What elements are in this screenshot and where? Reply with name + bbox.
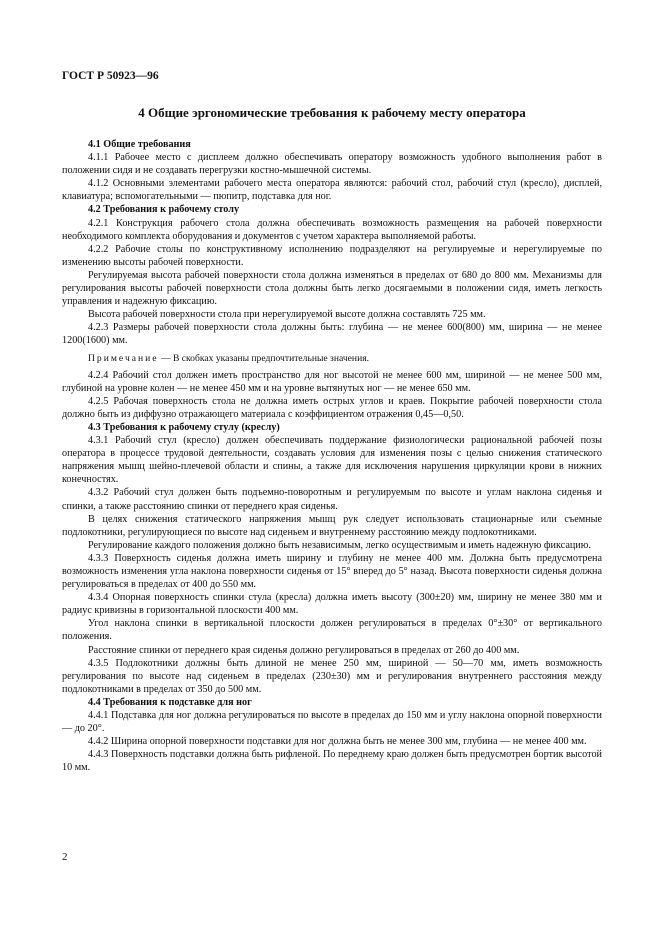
document-body (62, 138, 602, 775)
section-heading: 4.1 Общие требования (88, 139, 191, 150)
paragraph: 4.4.2 Ширина опорной поверхности подставки для ног должна быть не менее 300 мм, глубина — не менее 400 мм. (88, 736, 587, 748)
section-heading: 4.2 Требования к рабочему столу (88, 204, 240, 216)
paragraph: Угол наклона спинки в вертикальной плоскости должен регулироваться в пределах 0°±30° от вертикального положения. (62, 618, 602, 643)
paragraph: В целях снижения статического напряжения мышц рук следует использовать стационарные или съемные подлокотники, регулирующиеся по высоте над сиденьем и внутреннему расстоянию между подлокотниками. (62, 513, 602, 538)
paragraph: 4.2.1 Конструкция рабочего стола должна обеспечивать возможность размещения на рабочей поверхности необходимого комплекта оборудования и документов с учетом характера выполняемой работы. (62, 217, 602, 242)
paragraph: 4.3.3 Поверхность сиденья должна иметь ширину и глубину не менее 400 мм. Должна быть предусмотрена возможность изменения угла наклона поверхности сиденья от 15° вперед до 5° назад. Высота поверхности сиденья должна регулироваться в пределах от 400 до 550 мм. (62, 552, 602, 591)
paragraph: 4.4.3 Поверхность подставки должна быть рифленой. По переднему краю должен быть предусмотрен бортик высотой 10 мм. (62, 749, 602, 774)
paragraph: 4.1.2 Основными элементами рабочего места оператора являются: рабочий стол, рабочий стул (кресло), дисплей, клавиатура; вспомогательными — пюпитр, подставка для ног. (62, 178, 602, 203)
paragraph: 4.2.4 Рабочий стол должен иметь пространство для ног высотой не менее 600 мм, шириной — не менее 500 мм, глубиной на уровне колен — не менее 450 мм и на уровне вытянутых ног — не менее 650 мм. (62, 369, 602, 394)
paragraph: Регулирование каждого положения должно быть независимым, легко осуществимым и иметь надежную фиксацию. (88, 539, 591, 551)
section-heading: 4.4 Требования к подставке для ног (88, 696, 252, 708)
paragraph: 4.1.1 Рабочее место с дисплеем должно обеспечивать оператору возможность удобного выполнения работ в положении сидя и не создавать перегрузки костно-мышечной системы. (62, 152, 602, 177)
section-heading: 4.3 Требования к рабочему стулу (креслу) (88, 421, 280, 433)
note-text: — В скобках указаны предпочтительные значения. (158, 352, 370, 364)
paragraph: 4.3.4 Опорная поверхность спинки стула (кресла) должна иметь высоту (300±20) мм, ширину не менее 380 мм и радиус кривизны в горизонтальной плоскости 400 мм. (62, 592, 602, 617)
paragraph: 4.3.1 Рабочий стул (кресло) должен обеспечивать поддержание физиологически рациональной рабочей позы оператора в процессе трудовой деятельности, создавать условия для изменения позы с целью снижения статического напряжения мышц шейно-плечевой области и спины, а также для исключения нарушения циркуляции крови в нижних конечностях. (62, 435, 602, 486)
paragraph: 4.3.5 Подлокотники должны быть длиной не менее 250 мм, шириной — 50—70 мм, иметь возможность регулирования по высоте над сиденьем в пределах (230±30) мм и регулирования внутреннего расстояния между подлокотниками в пределах от 350 до 500 мм. (62, 657, 602, 695)
note (62, 352, 602, 365)
page-number: 2 (62, 851, 68, 863)
paragraph: 4.4.1 Подставка для ног должна регулироваться по высоте в пределах до 150 мм и углу наклона опорной поверхности — до 20°. (62, 710, 602, 735)
paragraph: Высота рабочей поверхности стола при нерегулируемой высоте должна составлять 725 мм. (88, 309, 486, 321)
document-header: ГОСТ Р 50923—96 (62, 70, 159, 82)
paragraph: Расстояние спинки от переднего края сиденья должно регулироваться в пределах от 260 до 400 мм. (88, 644, 520, 656)
paragraph: Регулируемая высота рабочей поверхности стола должна изменяться в пределах от 680 до 800 мм. Механизмы для регулирования высоты рабочей поверхности стола должны быть легко досягаемыми в положении сидя, иметь легкость управления и надежную фиксацию. (62, 269, 602, 308)
paragraph: 4.2.2 Рабочие столы по конструктивному исполнению подразделяют на регулируемые и нерегулируемые по изменению высоты рабочей поверхности. (62, 243, 602, 268)
paragraph: 4.2.3 Размеры рабочей поверхности стола должны быть: глубина — не менее 600(800) мм, ширина — не менее 1200(1600) мм. (62, 322, 602, 347)
document-page (62, 70, 602, 775)
paragraph: 4.2.5 Рабочая поверхность стола не должна иметь острых углов и краев. Покрытие рабочей поверхности стола должно быть из диффузно отражающего материала с коэффициентом отражения 0,45—0,50. (62, 395, 602, 420)
chapter-title: 4 Общие эргономические требования к рабочему месту оператора (138, 105, 526, 120)
note-label: Примечание (88, 352, 159, 364)
paragraph: 4.3.2 Рабочий стул должен быть подъемно-поворотным и регулируемым по высоте и углам наклона сиденья и спинки, а также расстоянию спинки от переднего края сиденья. (62, 487, 602, 512)
